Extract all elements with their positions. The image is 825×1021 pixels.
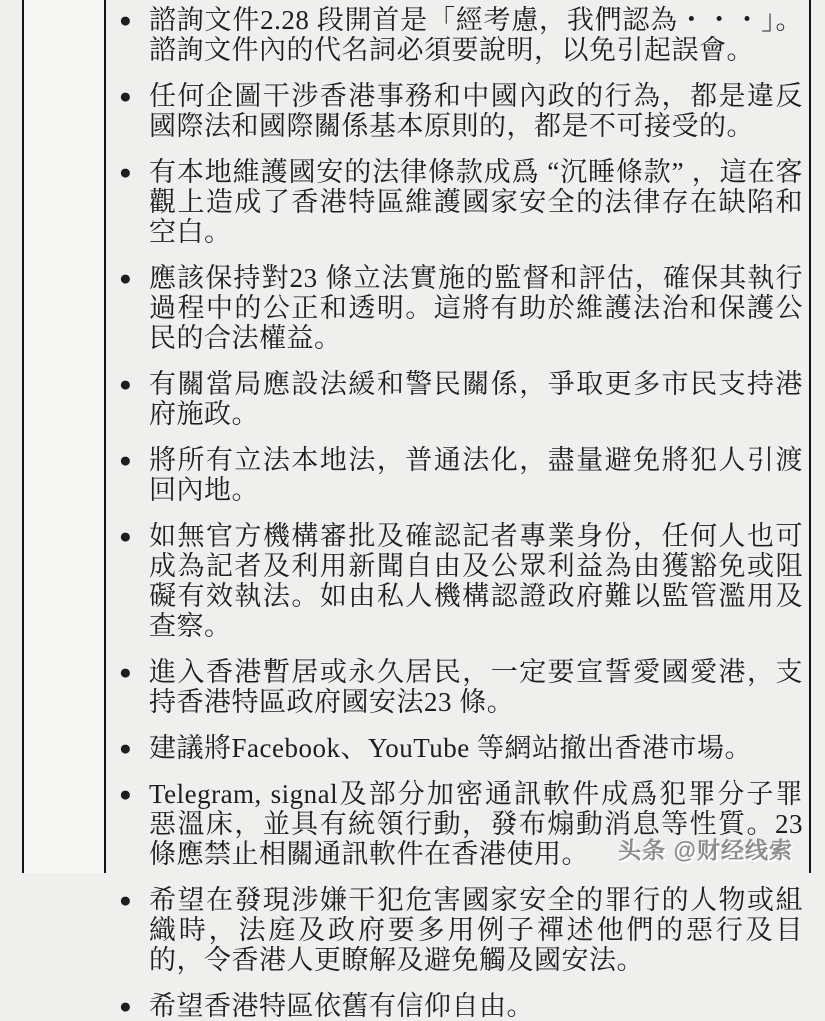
bullet-icon: ● (119, 84, 132, 108)
bullet-list (106, 5, 809, 1021)
bullet-icon: ● (119, 448, 132, 472)
bullet-item (106, 157, 809, 247)
toutiao-watermark: 头条 @财经线索 (618, 837, 793, 863)
table-empty-cell (24, 0, 104, 873)
bullet-item (106, 991, 809, 1021)
bullet-text: 如無官方機構審批及確認記者專業身份，任何人也可成為記者及利用新聞自由及公眾利益為由獲豁免或阻礙有效執法。如由私人機構認證政府難以監管濫用及查察。 (149, 521, 803, 641)
bullet-text: 任何企圖干涉香港事務和中國內政的行為，都是違反國際法和國際關係基本原則的，都是不可接受的。 (149, 81, 803, 141)
bullet-text: 希望香港特區依舊有信仰自由。 (149, 991, 534, 1021)
table-border-left (22, 0, 24, 873)
bullet-icon: ● (119, 660, 132, 684)
bullet-icon: ● (119, 782, 132, 806)
bullet-text: 希望在發現涉嫌干犯危害國家安全的罪行的人物或組織時，法庭及政府要多用例子禪述他們的惡行及目的，令香港人更瞭解及避免觸及國安法。 (149, 885, 803, 975)
bullet-item (106, 657, 809, 717)
bullet-icon: ● (119, 266, 132, 290)
bullet-icon: ● (119, 736, 132, 760)
bullet-text: 建議將Facebook、YouTube 等網站撤出香港市場。 (149, 733, 753, 763)
table-border-right (809, 0, 811, 873)
bullet-item (106, 81, 809, 141)
bullet-item (106, 369, 809, 429)
bullet-item (106, 521, 809, 641)
bullet-icon: ● (119, 160, 132, 184)
bullet-text: 進入香港暫居或永久居民，一定要宣誓愛國愛港，支持香港特區政府國安法23 條。 (149, 657, 803, 717)
bullet-text: 應該保持對23 條立法實施的監督和評估，確保其執行過程中的公正和透明。這將有助於維護法治和保護公民的合法權益。 (149, 263, 803, 353)
bullet-item (106, 263, 809, 353)
bullet-text: 諮詢文件2.28 段開首是「經考慮，我們認為・・・」。諮詢文件內的代名詞必須要說明，以免引起誤會。 (149, 5, 803, 65)
bullet-text: 有關當局應設法緩和警民關係，爭取更多市民支持港府施政。 (149, 369, 803, 429)
bullet-icon: ● (119, 524, 132, 548)
bullet-item (106, 733, 809, 763)
bullet-item (106, 5, 809, 65)
bullet-text: 有本地維護國安的法律條款成爲 “沉睡條款” ，這在客觀上造成了香港特區維護國家安全的法律存在缺陷和空白。 (149, 157, 803, 247)
bullet-icon: ● (119, 8, 132, 32)
bullet-text: Telegram, signal及部分加密通訊軟件成爲犯罪分子罪惡溫床，並具有統領行動，發布煽動消息等性質。23條應禁止相關通訊軟件在香港使用。 (149, 779, 803, 869)
bullet-item (106, 885, 809, 975)
bullet-icon: ● (119, 994, 132, 1018)
document-content-cell (106, 0, 809, 1021)
bullet-text: 將所有立法本地法，普通法化，盡量避免將犯人引渡回內地。 (149, 445, 803, 505)
bullet-icon: ● (119, 372, 132, 396)
bullet-item (106, 445, 809, 505)
bullet-icon: ● (119, 888, 132, 912)
